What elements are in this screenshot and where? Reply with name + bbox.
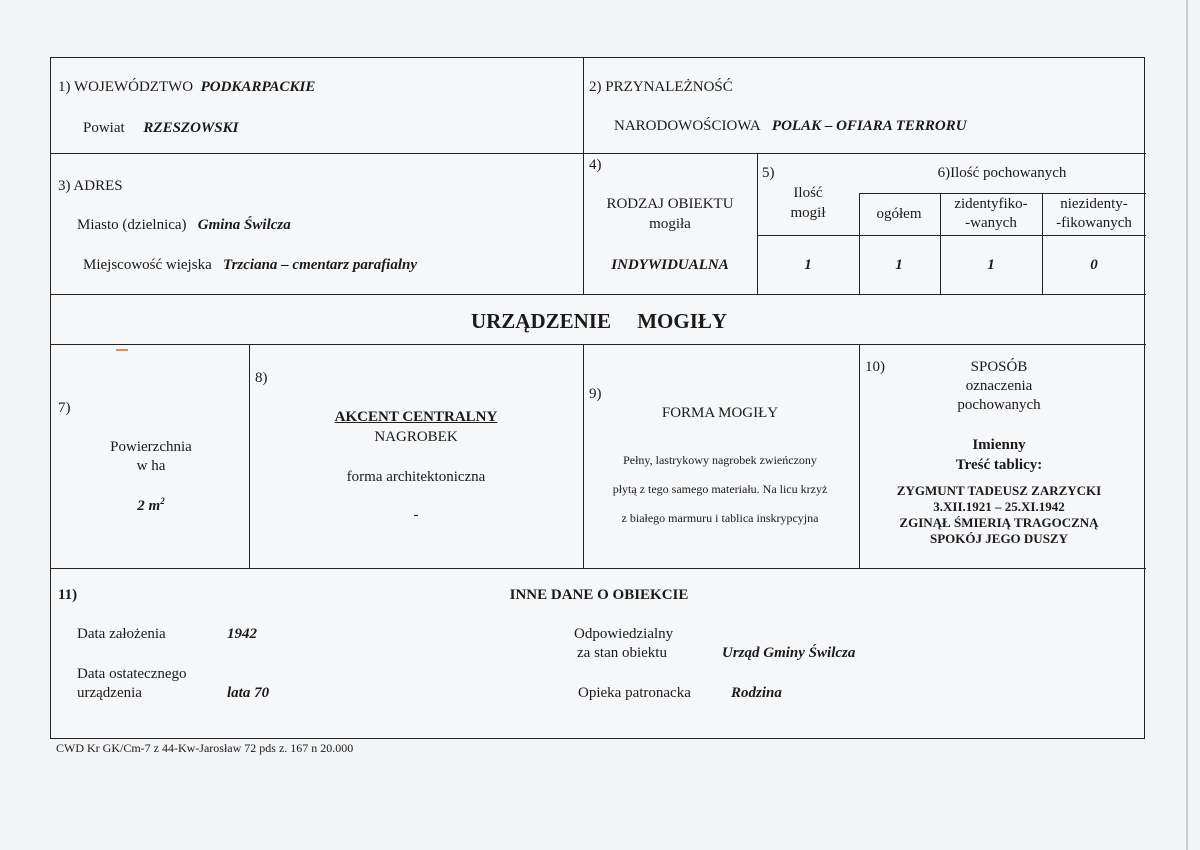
wojewodztwo-label <box>58 79 315 96</box>
mogila-label: mogiła <box>649 216 691 232</box>
form-footer-code: CWD Kr GK/Cm-7 z 44-Kw-Jarosław 72 pds z. 167 n 20.000 <box>56 741 354 755</box>
divider <box>859 193 860 294</box>
inscription-line-4: SPOKÓJ JEGO DUSZY <box>930 531 1068 546</box>
miejscowosc-label: Miejscowość wiejska <box>83 257 212 273</box>
ilosc-pochowanych-label: 6)Ilość pochowanych <box>937 165 1067 181</box>
miasto-row <box>77 217 291 234</box>
divider <box>583 344 584 568</box>
wojewodztwo-value: PODKARPACKIE <box>200 79 316 95</box>
ilosc-label: Ilość <box>793 185 823 201</box>
powierzchnia-superscript: 2 <box>160 496 165 506</box>
section4-number: 4) <box>589 157 602 173</box>
inscription-line-1: ZYGMUNT TADEUSZ ZARZYCKI <box>896 483 1102 498</box>
divider <box>51 344 1146 345</box>
rodzaj-obiektu-label: RODZAJ OBIEKTU <box>606 196 734 212</box>
data-ostatecznego-label-2: urządzenia <box>77 685 142 701</box>
grave-record-form <box>50 57 1145 739</box>
data-zalozenia-value: 1942 <box>227 626 257 642</box>
odpowiedzialny-label-2: za stan obiektu <box>577 645 667 661</box>
section10-number: 10) <box>865 359 885 375</box>
niezidentyfikowanych-value: 0 <box>1090 257 1098 273</box>
miejscowosc-value: Trzciana – cmentarz parafialny <box>222 257 418 273</box>
powiat-value: RZESZOWSKI <box>143 120 239 136</box>
akcent-centralny-title: AKCENT CENTRALNY <box>334 409 498 425</box>
divider <box>859 193 1146 194</box>
przynaleznosc-label: 2) PRZYNALEŻNOŚĆ <box>589 79 733 95</box>
adres-label: 3) ADRES <box>58 178 123 194</box>
divider <box>51 153 1146 154</box>
pochowanych-label: pochowanych <box>957 397 1041 413</box>
opieka-patronacka-value: Rodzina <box>731 685 782 701</box>
narodowosciowa-label: NARODOWOŚCIOWA <box>614 118 761 134</box>
forma-mogily-title: FORMA MOGIŁY <box>661 405 779 421</box>
forma-architektoniczna-value: - <box>413 507 419 523</box>
inscription-line-3: ZGINĄŁ ŚMIERIĄ TRAGOCZNĄ <box>899 515 1099 530</box>
zidentyfikowanych-value: 1 <box>987 257 995 273</box>
ogolem-value: 1 <box>895 257 903 273</box>
w-ha-label: w ha <box>136 458 166 474</box>
miasto-value: Gmina Świlcza <box>197 217 291 233</box>
data-zalozenia-label: Data założenia <box>77 626 166 642</box>
data-ostatecznego-label-1: Data ostatecznego <box>77 666 187 682</box>
divider <box>757 153 758 294</box>
opieka-patronacka-label: Opieka patronacka <box>578 685 691 701</box>
zidentyfikowanych-label-2: -wanych <box>965 215 1017 231</box>
sposob-label: SPOSÓB <box>970 359 1028 375</box>
wojewodztwo-label-text: 1) WOJEWÓDZTWO <box>58 79 194 95</box>
section11-number: 11) <box>58 587 78 603</box>
zidentyfikowanych-label-1: zidentyfiko- <box>954 196 1028 212</box>
niezidentyfikowanych-label-2: -fikowanych <box>1056 215 1132 231</box>
miasto-label: Miasto (dzielnica) <box>77 217 187 233</box>
rodzaj-obiektu-value: INDYWIDUALNA <box>611 257 729 273</box>
oznaczenie-type: Imienny <box>972 437 1026 453</box>
powierzchnia-value <box>137 496 164 515</box>
nagrobek-label: NAGROBEK <box>374 429 458 445</box>
divider <box>859 344 860 568</box>
odpowiedzialny-label-1: Odpowiedzialny <box>574 626 674 642</box>
scan-mark <box>116 349 128 351</box>
narodowosciowa-row <box>614 118 967 135</box>
powierzchnia-label: Powierzchnia <box>110 439 192 455</box>
urzadzenie-mogily-heading: URZĄDZENIE MOGIŁY <box>470 309 728 333</box>
forma-mogily-desc-2: płytą z tego samego materiału. Na licu krzyż <box>612 482 828 496</box>
tresc-tablicy-label: Treść tablicy: <box>955 457 1043 473</box>
powiat-label: Powiat <box>83 120 125 136</box>
forma-architektoniczna-label: forma architektoniczna <box>346 469 486 485</box>
odpowiedzialny-value: Urząd Gminy Świlcza <box>722 645 856 661</box>
divider <box>249 344 250 568</box>
miejscowosc-row <box>83 257 417 274</box>
ogolem-label: ogółem <box>876 206 922 222</box>
niezidentyfikowanych-label-1: niezidenty- <box>1060 196 1128 212</box>
divider <box>1042 193 1043 294</box>
scan-edge <box>1186 0 1188 850</box>
data-ostatecznego-value: lata 70 <box>227 685 270 701</box>
powierzchnia-value-text: 2 m <box>137 498 161 514</box>
narodowosc-value: POLAK – OFIARA TERRORU <box>771 118 967 134</box>
forma-mogily-desc-3: z białego marmuru i tablica inskrypcyjna <box>621 511 819 525</box>
divider <box>940 193 941 294</box>
inscription-line-2: 3.XII.1921 – 25.XI.1942 <box>933 499 1065 514</box>
section8-number: 8) <box>255 370 268 386</box>
forma-mogily-desc-1: Pełny, lastrykowy nagrobek zwieńczony <box>623 453 817 467</box>
section9-number: 9) <box>589 386 602 402</box>
powiat-row <box>83 120 238 137</box>
section7-number: 7) <box>58 400 71 416</box>
inne-dane-title: INNE DANE O OBIEKCIE <box>509 587 689 603</box>
oznaczenia-label: oznaczenia <box>965 378 1033 394</box>
divider <box>51 568 1146 569</box>
divider <box>757 235 1146 236</box>
mogil-label: mogił <box>790 205 826 221</box>
divider <box>583 58 584 294</box>
section5-number: 5) <box>762 165 775 181</box>
divider <box>51 294 1146 295</box>
ilosc-mogil-value: 1 <box>804 257 812 273</box>
